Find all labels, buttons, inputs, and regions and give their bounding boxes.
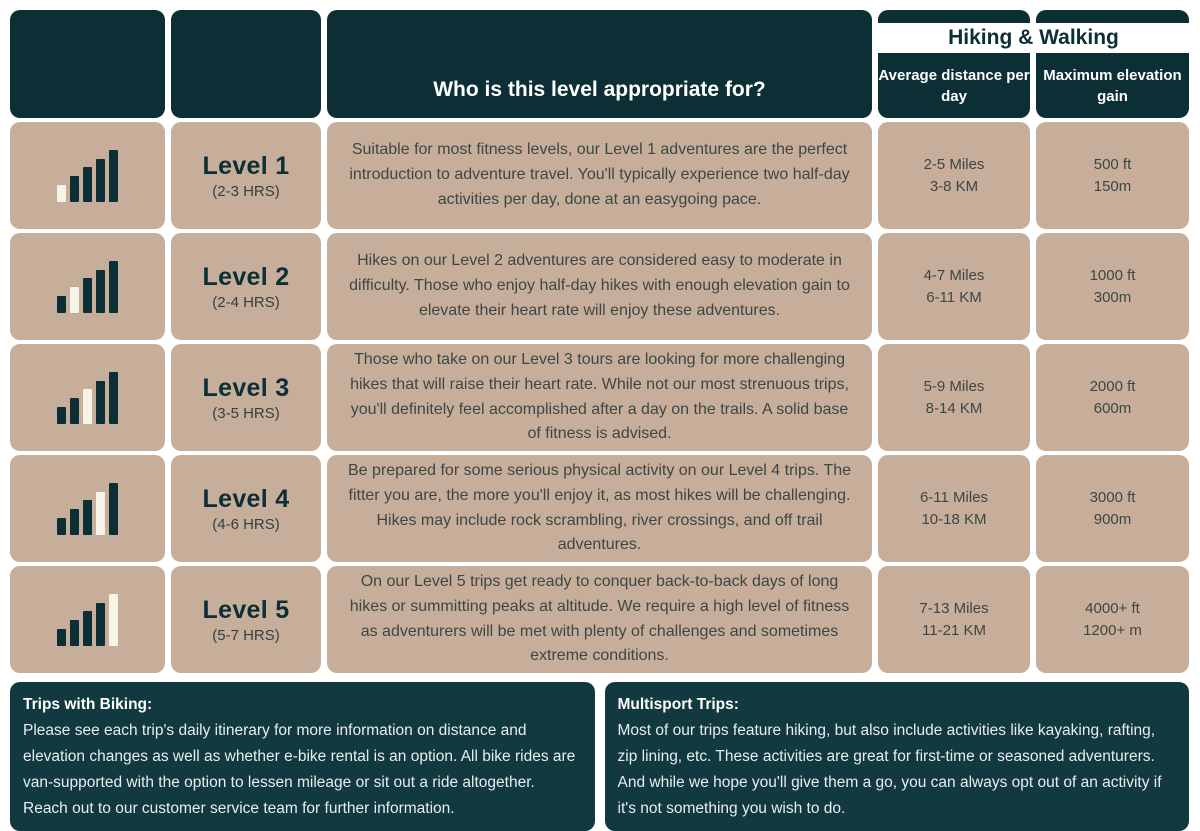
bar-4 — [96, 270, 105, 313]
level-name: Level 3 — [202, 373, 290, 402]
biking-note-box — [10, 682, 595, 831]
level-4-icon-cell — [10, 455, 165, 562]
level-hours: (3-5 HRS) — [212, 404, 280, 422]
level-3-elevation-cell — [1036, 344, 1189, 451]
level-1-name-cell — [171, 122, 321, 229]
biking-note-title: Trips with Biking: — [23, 696, 153, 713]
bar-3 — [83, 611, 92, 646]
bar-3 — [83, 389, 92, 424]
level-4-name-cell — [171, 455, 321, 562]
distance-miles: 6-11 Miles — [919, 488, 989, 506]
elevation-m: 1200+ m — [1083, 621, 1142, 639]
level-hours: (5-7 HRS) — [212, 626, 280, 644]
bar-5 — [109, 483, 118, 535]
fitness-bars-icon — [57, 261, 118, 313]
bar-1 — [57, 185, 66, 202]
level-3-distance-cell — [878, 344, 1030, 451]
bar-1 — [57, 518, 66, 535]
level-5-icon-cell — [10, 566, 165, 673]
level-3-icon-cell — [10, 344, 165, 451]
level-2-icon-cell — [10, 233, 165, 340]
bar-3 — [83, 500, 92, 535]
elevation-ft: 1000 ft — [1089, 266, 1136, 284]
biking-note-body: Please see each trip's daily itinerary for more information on distance and elevation changes as well as whether e-bike rental is an option. All bike rides are van-supported with the option to lessen mileage or sit out a ride altogether. Reach out to our customer service team for further information. — [23, 721, 576, 817]
elevation-ft: 4000+ ft — [1085, 599, 1140, 617]
elevation-m: 900m — [1093, 510, 1132, 528]
bar-1 — [57, 296, 66, 313]
level-hours: (4-6 HRS) — [212, 515, 280, 533]
multisport-note-title: Multisport Trips: — [617, 696, 739, 713]
bar-4 — [96, 159, 105, 202]
distance-km: 6-11 KM — [926, 288, 982, 306]
bar-4 — [96, 603, 105, 646]
level-2-distance-cell — [878, 233, 1030, 340]
bar-4 — [96, 492, 105, 535]
fitness-bars-icon — [57, 594, 118, 646]
bar-2 — [70, 287, 79, 313]
level-5-description-cell — [327, 566, 872, 673]
who-title: Who is this level appropriate for? — [433, 78, 766, 101]
fitness-bars-icon — [57, 483, 118, 535]
header-level-cell — [171, 10, 321, 118]
level-3-name-cell — [171, 344, 321, 451]
distance-miles: 5-9 Miles — [923, 377, 985, 395]
bar-5 — [109, 594, 118, 646]
elevation-m: 150m — [1093, 177, 1132, 195]
bar-2 — [70, 509, 79, 535]
level-description: Suitable for most fitness levels, our Level 1 adventures are the perfect introduction to adventure travel. You'll typically experience two half-day activities per day, done at an easygoing pace. — [349, 141, 850, 208]
bar-1 — [57, 629, 66, 646]
level-4-elevation-cell — [1036, 455, 1189, 562]
level-3-description-cell — [327, 344, 872, 451]
bar-1 — [57, 407, 66, 424]
hiking-walking-band — [878, 23, 1189, 53]
level-name: Level 1 — [202, 151, 290, 180]
level-hours: (2-3 HRS) — [212, 182, 280, 200]
bar-3 — [83, 278, 92, 313]
level-1-distance-cell — [878, 122, 1030, 229]
distance-miles: 2-5 Miles — [923, 155, 985, 173]
level-1-elevation-cell — [1036, 122, 1189, 229]
multisport-note-box — [605, 682, 1190, 831]
bar-3 — [83, 167, 92, 202]
level-4-description-cell — [327, 455, 872, 562]
levels-table — [10, 10, 1189, 673]
level-2-elevation-cell — [1036, 233, 1189, 340]
bar-5 — [109, 261, 118, 313]
multisport-note-body: Most of our trips feature hiking, but also include activities like kayaking, rafting, zip lining, etc. These activities are great for first-time or seasoned adventurers. And while we hope you'll give them a go, you can always opt out of an activity if it's not something you wish to do. — [617, 721, 1162, 817]
distance-column-label: Average distance per day — [878, 66, 1030, 105]
level-5-name-cell — [171, 566, 321, 673]
level-1-icon-cell — [10, 122, 165, 229]
level-5-distance-cell — [878, 566, 1030, 673]
level-1-description-cell — [327, 122, 872, 229]
bar-4 — [96, 381, 105, 424]
level-4-distance-cell — [878, 455, 1030, 562]
level-hours: (2-4 HRS) — [212, 293, 280, 311]
level-name: Level 4 — [202, 484, 290, 513]
elevation-m: 600m — [1093, 399, 1132, 417]
level-5-elevation-cell — [1036, 566, 1189, 673]
elevation-ft: 2000 ft — [1089, 377, 1136, 395]
bar-2 — [70, 620, 79, 646]
hiking-walking-title: Hiking & Walking — [948, 26, 1119, 49]
level-2-description-cell — [327, 233, 872, 340]
bar-5 — [109, 150, 118, 202]
elevation-ft: 3000 ft — [1089, 488, 1136, 506]
level-2-name-cell — [171, 233, 321, 340]
distance-miles: 7-13 Miles — [919, 599, 989, 617]
bar-5 — [109, 372, 118, 424]
elevation-ft: 500 ft — [1093, 155, 1132, 173]
level-description: On our Level 5 trips get ready to conquer back-to-back days of long hikes or summitting peaks at altitude. We require a high level of fitness as adventurers will be met with plenty of challenges and sometimes extreme conditions. — [349, 572, 850, 665]
level-description: Be prepared for some serious physical activity on our Level 4 trips. The fitter you are, the more you'll enjoy it, as most hikes will be challenging. Hikes may include rock scrambling, river crossings, and off trail adventures. — [347, 461, 852, 554]
level-name: Level 2 — [202, 262, 290, 291]
level-description: Those who take on our Level 3 tours are looking for more challenging hikes that will raise their heart rate. While not our most strenuous trips, you'll definitely feel accomplished after a day on the trails. A solid base of fitness is advised. — [350, 350, 849, 443]
elevation-column-label: Maximum elevation gain — [1043, 66, 1182, 105]
bar-2 — [70, 176, 79, 202]
distance-km: 11-21 KM — [922, 621, 986, 639]
distance-miles: 4-7 Miles — [923, 266, 985, 284]
bar-2 — [70, 398, 79, 424]
fitness-bars-icon — [57, 150, 118, 202]
level-name: Level 5 — [202, 595, 290, 624]
footer-notes — [10, 682, 1189, 831]
header-icon-cell — [10, 10, 165, 118]
distance-km: 3-8 KM — [929, 177, 979, 195]
elevation-m: 300m — [1093, 288, 1132, 306]
header-who-cell — [327, 10, 872, 118]
level-description: Hikes on our Level 2 adventures are considered easy to moderate in difficulty. Those who enjoy half-day hikes with enough elevation gain to elevate their heart rate will enjoy these adventures. — [349, 252, 850, 319]
distance-km: 10-18 KM — [921, 510, 987, 528]
fitness-bars-icon — [57, 372, 118, 424]
distance-km: 8-14 KM — [925, 399, 983, 417]
